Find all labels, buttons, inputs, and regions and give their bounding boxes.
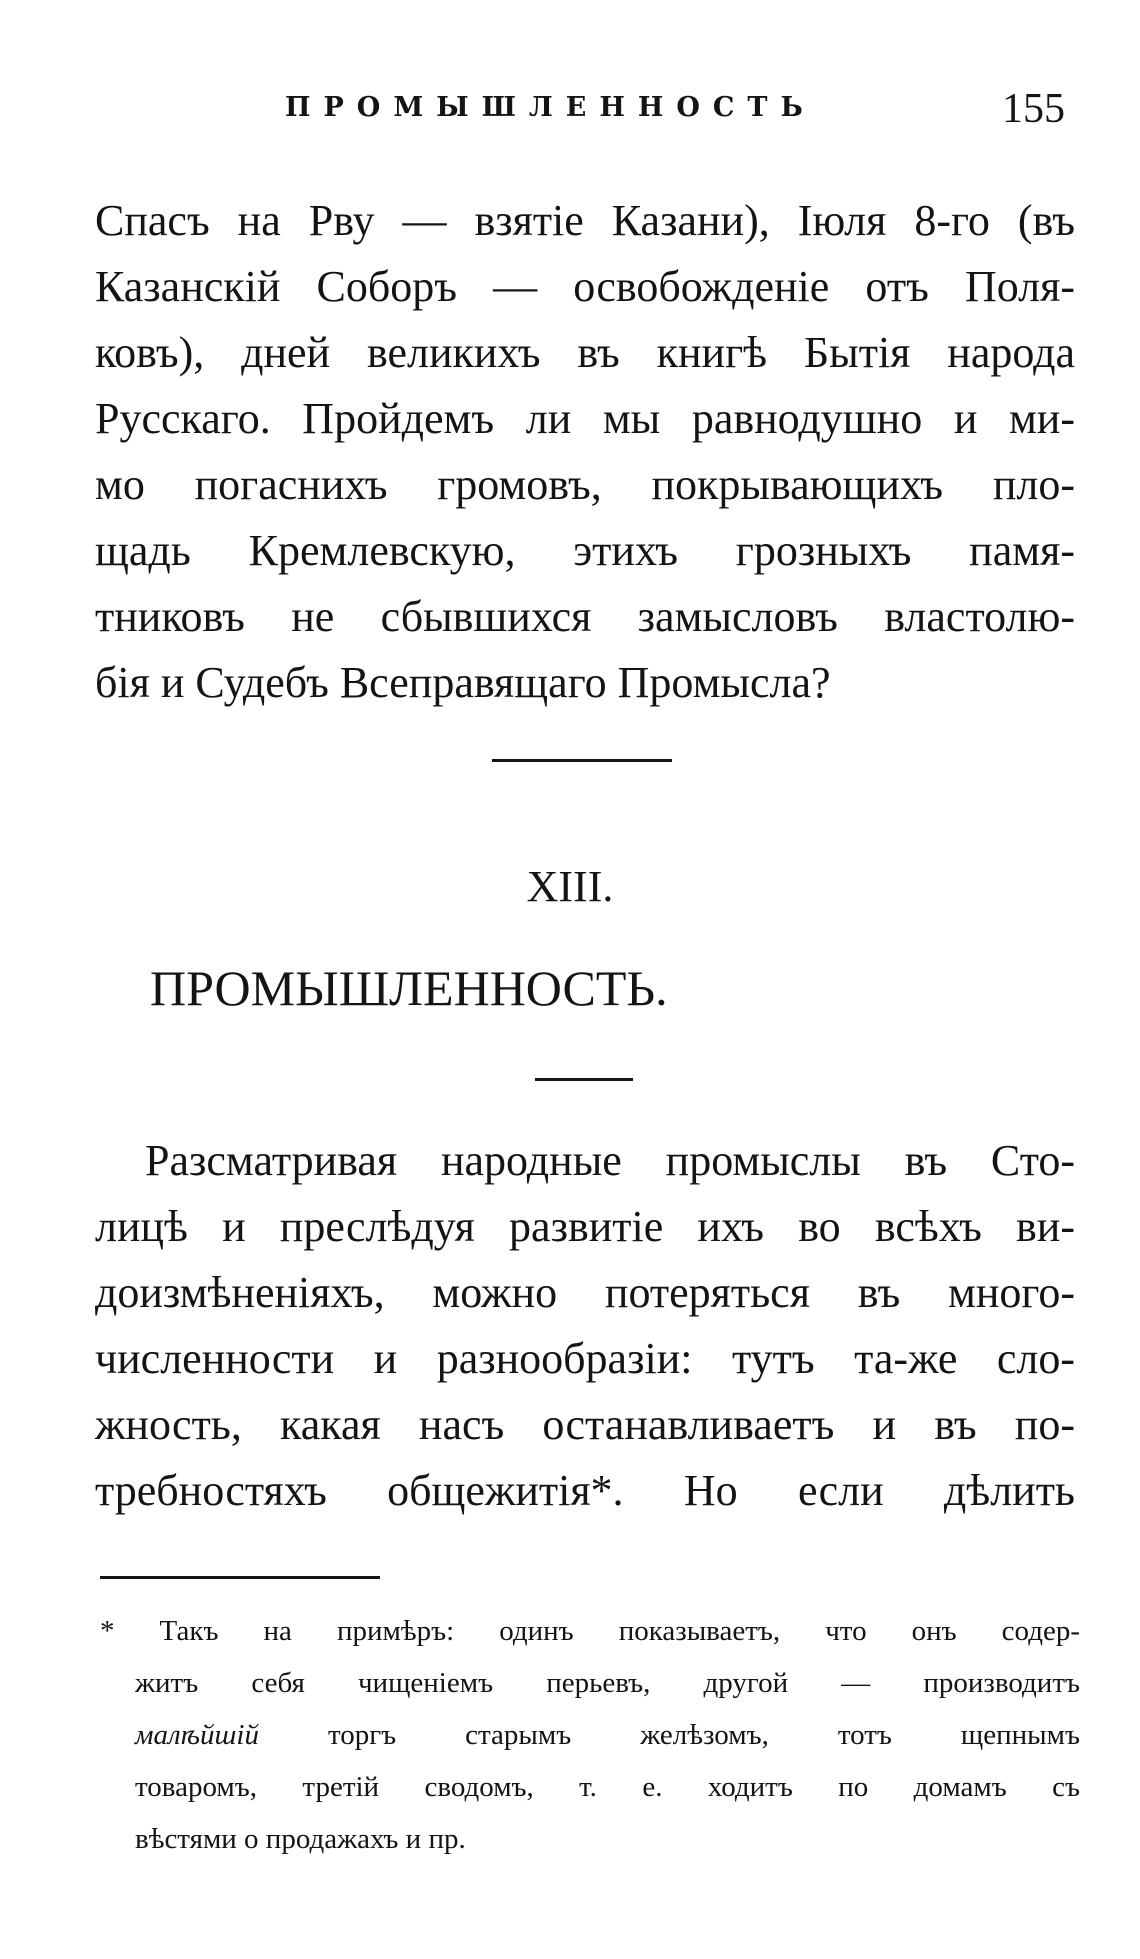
footnote-line-rest: торгъ старымъ желѣзомъ, тотъ щепнымъ	[258, 1719, 1080, 1751]
chapter-number: XIII.	[526, 862, 614, 911]
text-line: бія и Судебъ Всеправящаго Промысла?	[95, 658, 831, 707]
main-paragraph	[95, 1128, 1075, 1524]
footnote	[100, 1605, 1080, 1865]
text-line: щадь Кремлевскую, этихъ грозныхъ памя-	[95, 526, 1075, 575]
text-line: Русскаго. Пройдемъ ли мы равнодушно и ми-	[95, 394, 1075, 443]
footnote-italic-word: малѣйшій	[135, 1719, 259, 1751]
text-line: Разсматривая народные промыслы въ Сто-	[145, 1136, 1075, 1185]
footnote-line: товаромъ, третій сводомъ, т. е. ходитъ по домамъ съ	[135, 1771, 1080, 1803]
footnote-line	[100, 1709, 1080, 1761]
section-divider	[492, 759, 672, 762]
footnote-rule	[100, 1576, 380, 1579]
title-divider	[535, 1078, 633, 1081]
text-line: доизмѣненіяхъ, можно потеряться въ много-	[95, 1268, 1075, 1317]
footnote-line: вѣстями о продажахъ и пр.	[135, 1823, 466, 1855]
footnote-line: * Такъ на примѣръ: одинъ показываетъ, что онъ содер-	[100, 1615, 1080, 1647]
text-line: лицѣ и преслѣдуя развитіе ихъ во всѣхъ ви-	[95, 1202, 1075, 1251]
text-line: Казанскій Соборъ — освобожденіе отъ Поля-	[95, 262, 1075, 311]
top-paragraph	[95, 188, 1075, 716]
text-line: тниковъ не сбывшихся замысловъ властолю-	[95, 592, 1075, 641]
text-line: Спасъ на Рву — взятіе Казани), Іюля 8-го (въ	[95, 196, 1075, 245]
running-head-title: ПРОМЫШЛЕННОСТЬ	[285, 92, 816, 123]
text-line: ковъ), дней великихъ въ книгѣ Бытія народа	[95, 328, 1075, 377]
page-number: 155	[1002, 86, 1065, 132]
chapter-title: ПРОМЫШЛЕННОСТЬ.	[150, 960, 668, 1016]
footnote-line: житъ себя чищеніемъ перьевъ, другой — производитъ	[135, 1667, 1080, 1699]
text-line: требностяхъ общежитія*. Но если дѣлить	[95, 1466, 1075, 1515]
text-line: численности и разнообразіи: тутъ та-же сло-	[95, 1334, 1075, 1383]
text-line: жность, какая насъ останавливаетъ и въ по-	[95, 1400, 1075, 1449]
text-line: мо погаснихъ громовъ, покрывающихъ пло-	[95, 460, 1075, 509]
